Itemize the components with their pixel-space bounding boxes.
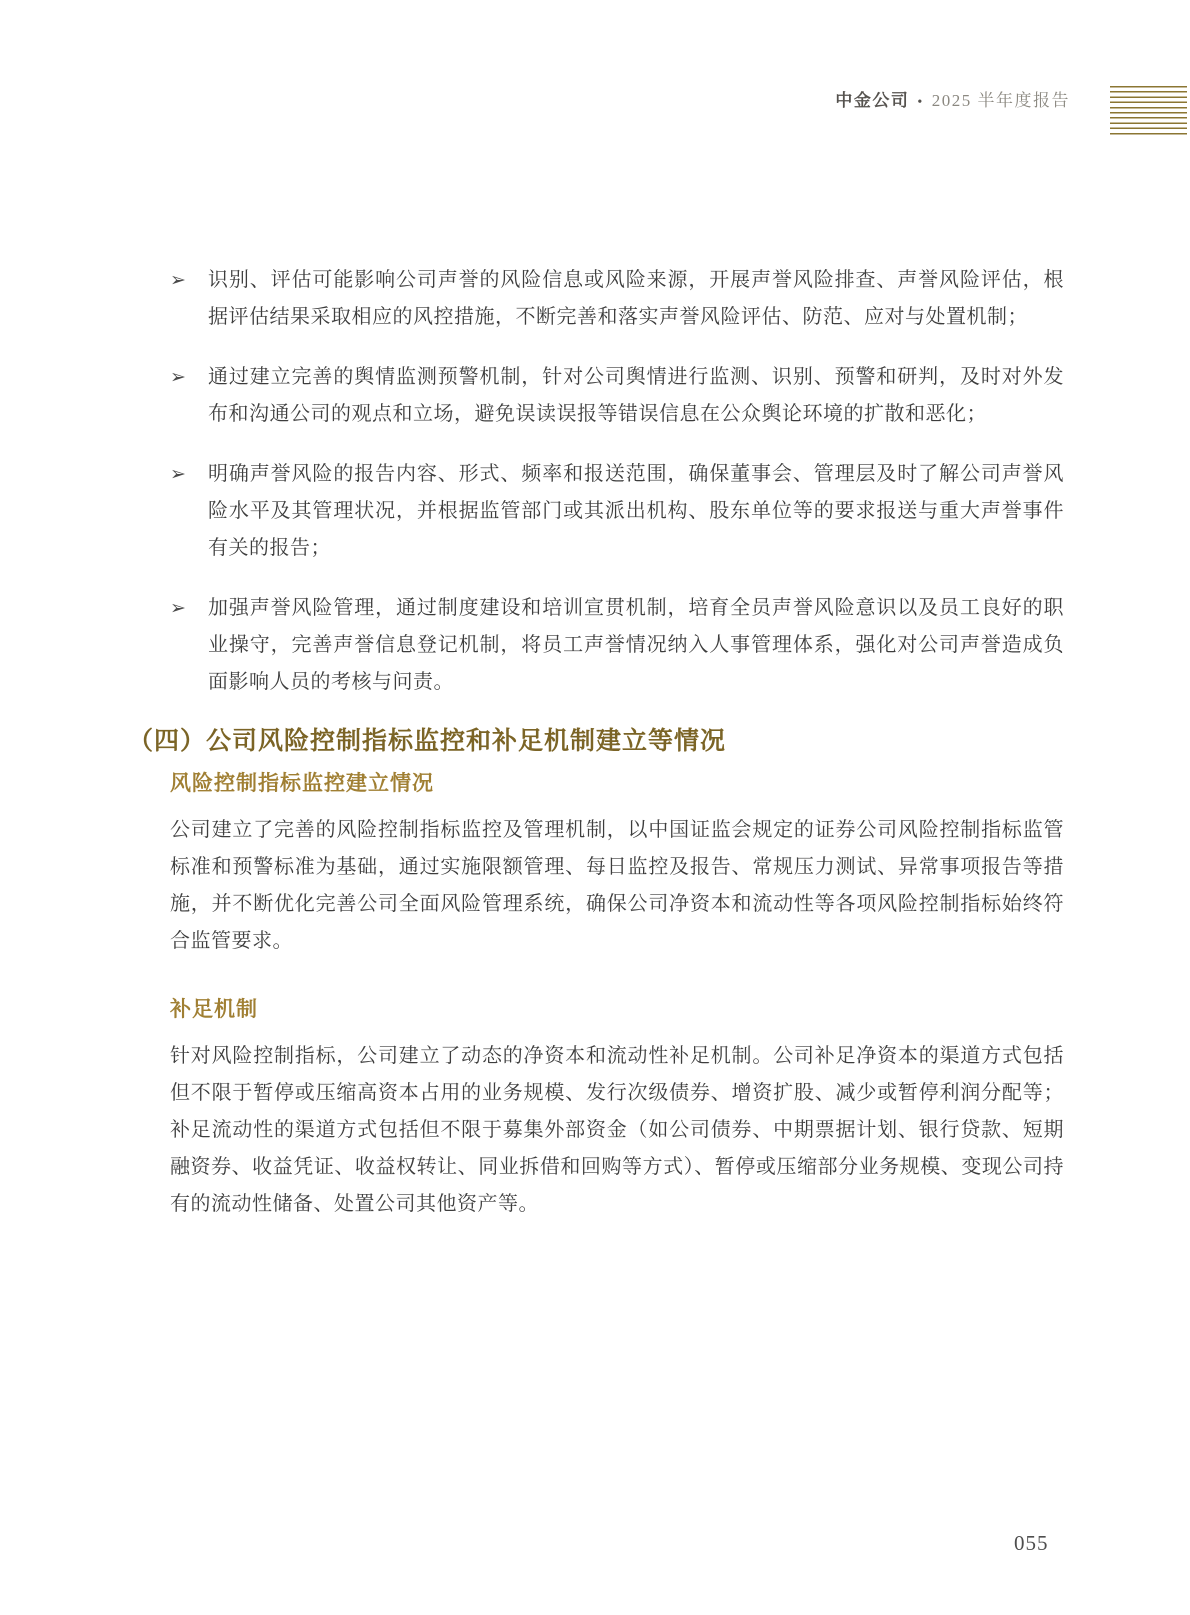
page-header (835, 86, 1070, 111)
list-item-text: 加强声誉风险管理，通过制度建设和培训宣贯机制，培育全员声誉风险意识以及员工良好的职业操守，完善声誉信息登记机制，将员工声誉情况纳入人事管理体系，强化对公司声誉造成负面影响人员的考核与问责。 (208, 597, 1064, 693)
list-item (170, 456, 1064, 567)
list-item-text: 通过建立完善的舆情监测预警机制，针对公司舆情进行监测、识别、预警和研判，及时对外发布和沟通公司的观点和立场，避免误读误报等错误信息在公众舆论环境的扩散和恶化； (208, 366, 1064, 425)
page-content (128, 262, 1064, 1259)
subsection-heading-risk-control-monitoring: 风险控制指标监控建立情况 (170, 772, 434, 795)
arrowhead-bullet-icon: ➢ (170, 598, 187, 619)
list-item (170, 359, 1064, 433)
arrowhead-bullet-icon: ➢ (170, 464, 187, 485)
paragraph-risk-control-monitoring: 公司建立了完善的风险控制指标监控及管理机制，以中国证监会规定的证券公司风险控制指标监管标准和预警标准为基础，通过实施限额管理、每日监控及报告、常规压力测试、异常事项报告等措施，并不断优化完善公司全面风险管理系统，确保公司净资本和流动性等各项风险控制指标始终符合监管要求。 (170, 819, 1064, 952)
list-item-text: 明确声誉风险的报告内容、形式、频率和报送范围，确保董事会、管理层及时了解公司声誉风险水平及其管理状况，并根据监管部门或其派出机构、股东单位等的要求报送与重大声誉事件有关的报告； (208, 463, 1064, 559)
company-name: 中金公司 (835, 91, 910, 110)
subsection-heading-replenishment-mechanism: 补足机制 (170, 998, 258, 1021)
report-title: 2025 半年度报告 (931, 91, 1070, 110)
list-item-text: 识别、评估可能影响公司声誉的风险信息或风险来源，开展声誉风险排查、声誉风险评估，根据评估结果采取相应的风控措施，不断完善和落实声誉风险评估、防范、应对与处置机制； (208, 269, 1064, 328)
page-number: 055 (1014, 1531, 1049, 1555)
header-separator-dot: • (917, 95, 924, 110)
list-item (170, 590, 1064, 701)
gold-stripes-decoration (1110, 86, 1187, 138)
paragraph-replenishment-mechanism: 针对风险控制指标，公司建立了动态的净资本和流动性补足机制。公司补足净资本的渠道方式包括但不限于暂停或压缩高资本占用的业务规模、发行次级债券、增资扩股、减少或暂停利润分配等；补足流动性的渠道方式包括但不限于募集外部资金（如公司债券、中期票据计划、银行贷款、短期融资券、收益凭证、收益权转让、同业拆借和回购等方式）、暂停或压缩部分业务规模、变现公司持有的流动性储备、处置公司其他资产等。 (170, 1045, 1064, 1215)
arrowhead-bullet-icon: ➢ (170, 270, 187, 291)
section-heading: （四）公司风险控制指标监控和补足机制建立等情况 (128, 727, 727, 755)
arrowhead-bullet-icon: ➢ (170, 367, 187, 388)
list-item (170, 262, 1064, 336)
